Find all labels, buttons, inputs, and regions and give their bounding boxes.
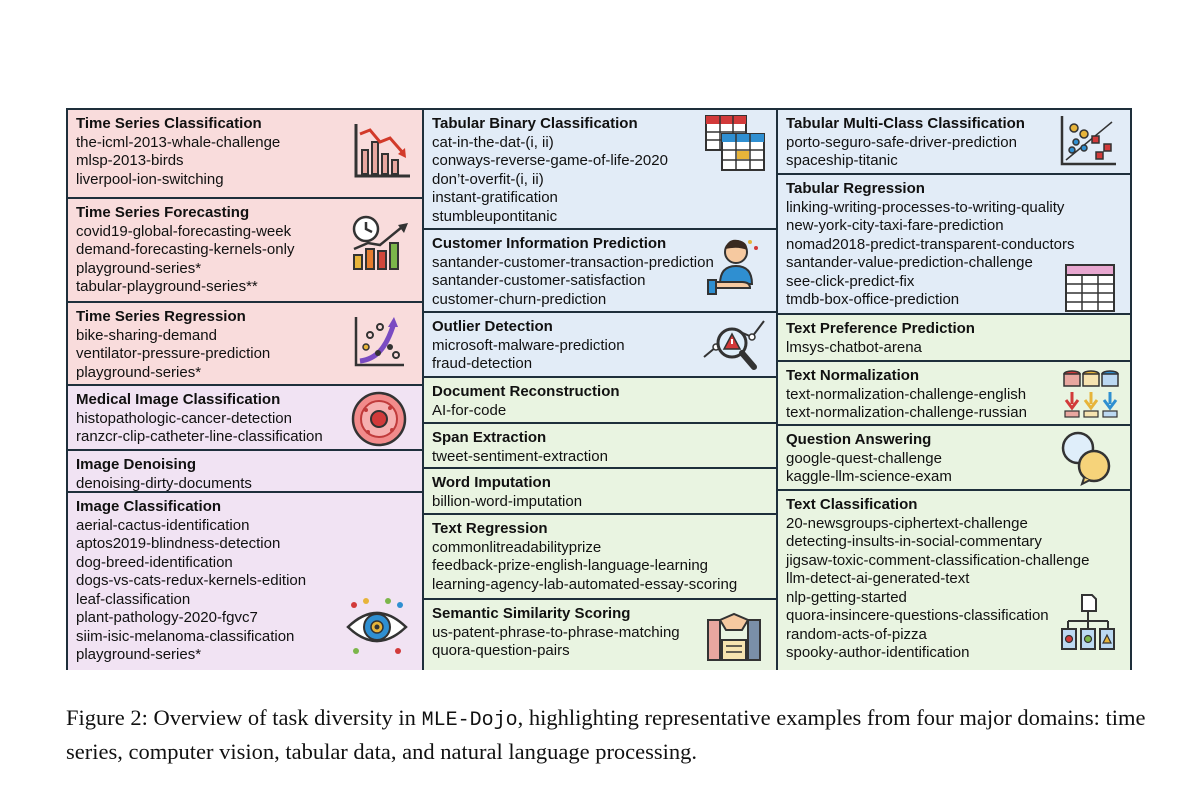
task-item: covid19-global-forecasting-week xyxy=(76,222,292,240)
task-item: billion-word-imputation xyxy=(432,492,583,510)
task-cell xyxy=(778,315,1130,362)
task-item: detecting-insults-in-social-commentary xyxy=(786,533,1042,550)
clock-growth-chart-icon xyxy=(348,215,414,271)
task-cell xyxy=(424,378,776,424)
task-item: dog-breed-identification xyxy=(76,553,233,571)
task-item: microsoft-malware-prediction xyxy=(432,336,625,354)
customer-icon xyxy=(706,236,762,296)
task-category-title: Time Series Classification xyxy=(76,115,262,132)
table-icon xyxy=(1064,263,1116,313)
task-category-title: Text Normalization xyxy=(786,367,920,384)
task-cell xyxy=(68,110,422,199)
task-item: don’t-overfit-(i, ii) xyxy=(432,170,544,188)
magnifier-warning-icon xyxy=(702,317,766,373)
task-category-title: Image Denoising xyxy=(76,456,197,473)
cell-icon xyxy=(350,390,408,448)
task-item: kaggle-llm-science-exam xyxy=(786,468,952,485)
task-item: ventilator-pressure-prediction xyxy=(76,345,271,362)
task-item: linking-writing-processes-to-writing-quality xyxy=(786,198,1065,216)
task-list xyxy=(432,402,776,421)
task-cell xyxy=(68,451,422,493)
caption-suffix: , highlighting representative examples from four major domains: time series, computer vision, tabular data, and natural language processing. xyxy=(66,705,1146,764)
task-item: llm-detect-ai-generated-text xyxy=(786,570,970,587)
line-chart-decline-icon xyxy=(350,120,414,182)
task-category-title: Tabular Regression xyxy=(786,180,925,197)
task-item: histopathologic-cancer-detection xyxy=(76,409,292,427)
task-item: stumbleupontitanic xyxy=(432,207,558,225)
task-item: instant-gratification xyxy=(432,189,558,206)
task-category-title: Tabular Multi-Class Classification xyxy=(786,115,1025,132)
task-item: aerial-cactus-identification xyxy=(76,516,250,534)
task-item: text-normalization-challenge-russian xyxy=(786,404,1027,421)
column-1 xyxy=(68,110,424,668)
task-category-title: Question Answering xyxy=(786,431,932,448)
task-item: santander-customer-satisfaction xyxy=(432,272,646,289)
task-item: santander-value-prediction-challenge xyxy=(786,254,1033,271)
task-item: learning-agency-lab-automated-essay-scoring xyxy=(432,575,738,593)
task-category-title: Span Extraction xyxy=(432,429,547,446)
task-list xyxy=(76,475,422,494)
task-item: the-icml-2013-whale-challenge xyxy=(76,133,281,151)
task-category-title: Text Regression xyxy=(432,520,548,537)
task-item: cat-in-the-dat-(i, ii) xyxy=(432,133,554,151)
task-cell xyxy=(778,491,1130,670)
task-item: playground-series* xyxy=(76,646,202,663)
task-list xyxy=(786,339,1130,358)
task-item: tweet-sentiment-extraction xyxy=(432,447,608,465)
task-category-title: Semantic Similarity Scoring xyxy=(432,605,631,622)
task-item: new-york-city-taxi-fare-prediction xyxy=(786,217,1004,234)
task-cell xyxy=(424,515,776,600)
task-item: tmdb-box-office-prediction xyxy=(786,291,960,308)
task-list xyxy=(432,448,776,467)
task-item: us-patent-phrase-to-phrase-matching xyxy=(432,623,680,641)
task-category-title: Customer Information Prediction xyxy=(432,235,667,252)
task-item: text-normalization-challenge-english xyxy=(786,385,1027,403)
task-item: playground-series* xyxy=(76,363,202,381)
task-category-title: Text Preference Prediction xyxy=(786,320,975,337)
task-item: customer-churn-prediction xyxy=(432,290,607,308)
database-sort-icon xyxy=(1062,368,1120,420)
eye-icon xyxy=(344,595,410,659)
qa-bubbles-icon xyxy=(1060,430,1112,486)
task-cell xyxy=(68,386,422,451)
task-category-title: Document Reconstruction xyxy=(432,383,620,400)
task-cell xyxy=(424,230,776,313)
task-item: google-quest-challenge xyxy=(786,449,942,467)
task-category-title: Word Imputation xyxy=(432,474,551,491)
task-cell xyxy=(424,313,776,378)
column-2 xyxy=(424,110,778,668)
task-list xyxy=(432,539,776,595)
task-item: nomad2018-predict-transparent-conductors xyxy=(786,235,1075,253)
task-item: liverpool-ion-switching xyxy=(76,170,224,188)
task-cell xyxy=(424,424,776,469)
task-item: spooky-author-identification xyxy=(786,644,970,661)
task-cell xyxy=(68,199,422,303)
task-cell xyxy=(778,362,1130,426)
task-cell xyxy=(778,110,1130,175)
task-item: playground-series* xyxy=(76,259,202,277)
task-cell xyxy=(68,303,422,386)
task-item: nlp-getting-started xyxy=(786,588,907,606)
task-item: feedback-prize-english-language-learning xyxy=(432,557,709,574)
handshake-icon xyxy=(702,602,766,664)
spreadsheet-icon xyxy=(704,114,766,172)
task-item: denoising-dirty-documents xyxy=(76,474,252,492)
task-item: plant-pathology-2020-fgvc7 xyxy=(76,609,258,626)
task-category-title: Text Classification xyxy=(786,496,918,513)
regression-plot-icon xyxy=(350,313,406,371)
task-cell xyxy=(68,493,422,670)
task-category-title: Tabular Binary Classification xyxy=(432,115,638,132)
task-item: siim-isic-melanoma-classification xyxy=(76,627,295,645)
hierarchy-icon xyxy=(1060,593,1116,653)
task-item: commonlitreadabilityprize xyxy=(432,538,602,556)
task-item: random-acts-of-pizza xyxy=(786,625,927,643)
task-item: aptos2019-blindness-detection xyxy=(76,535,281,552)
task-item: ranzcr-clip-catheter-line-classification xyxy=(76,428,323,445)
task-item: jigsaw-toxic-comment-classification-challenge xyxy=(786,551,1090,569)
task-cell xyxy=(778,175,1130,315)
task-item: porto-seguro-safe-driver-prediction xyxy=(786,133,1017,151)
task-cell xyxy=(424,110,776,230)
task-item: quora-question-pairs xyxy=(432,642,570,659)
task-diversity-figure xyxy=(66,108,1132,670)
task-item: conways-reverse-game-of-life-2020 xyxy=(432,152,668,169)
task-category-title: Image Classification xyxy=(76,498,222,515)
task-item: bike-sharing-demand xyxy=(76,326,217,344)
scatter-plot-icon xyxy=(1056,114,1118,170)
task-category-title: Outlier Detection xyxy=(432,318,553,335)
caption-code: MLE-Dojo xyxy=(421,709,518,732)
task-cell xyxy=(424,600,776,670)
task-item: quora-insincere-questions-classification xyxy=(786,607,1049,624)
figure-caption xyxy=(66,702,1146,767)
task-item: demand-forecasting-kernels-only xyxy=(76,241,295,258)
task-item: leaf-classification xyxy=(76,590,191,608)
task-item: spaceship-titanic xyxy=(786,152,898,169)
task-item: tabular-playground-series** xyxy=(76,278,258,295)
task-item: lmsys-chatbot-arena xyxy=(786,338,922,356)
task-cell xyxy=(424,469,776,515)
task-item: mlsp-2013-birds xyxy=(76,152,184,169)
task-item: AI-for-code xyxy=(432,401,507,419)
task-category-title: Time Series Forecasting xyxy=(76,204,250,221)
caption-prefix: Figure 2: Overview of task diversity in xyxy=(66,705,422,730)
task-list xyxy=(432,493,776,512)
task-item: fraud-detection xyxy=(432,355,533,372)
task-category-title: Medical Image Classification xyxy=(76,391,281,408)
task-cell xyxy=(778,426,1130,491)
task-item: santander-customer-transaction-prediction xyxy=(432,253,714,271)
task-item: see-click-predict-fix xyxy=(786,272,915,290)
task-item: 20-newsgroups-ciphertext-challenge xyxy=(786,514,1028,532)
task-category-title: Time Series Regression xyxy=(76,308,246,325)
task-item: dogs-vs-cats-redux-kernels-edition xyxy=(76,572,307,589)
column-3 xyxy=(778,110,1130,668)
